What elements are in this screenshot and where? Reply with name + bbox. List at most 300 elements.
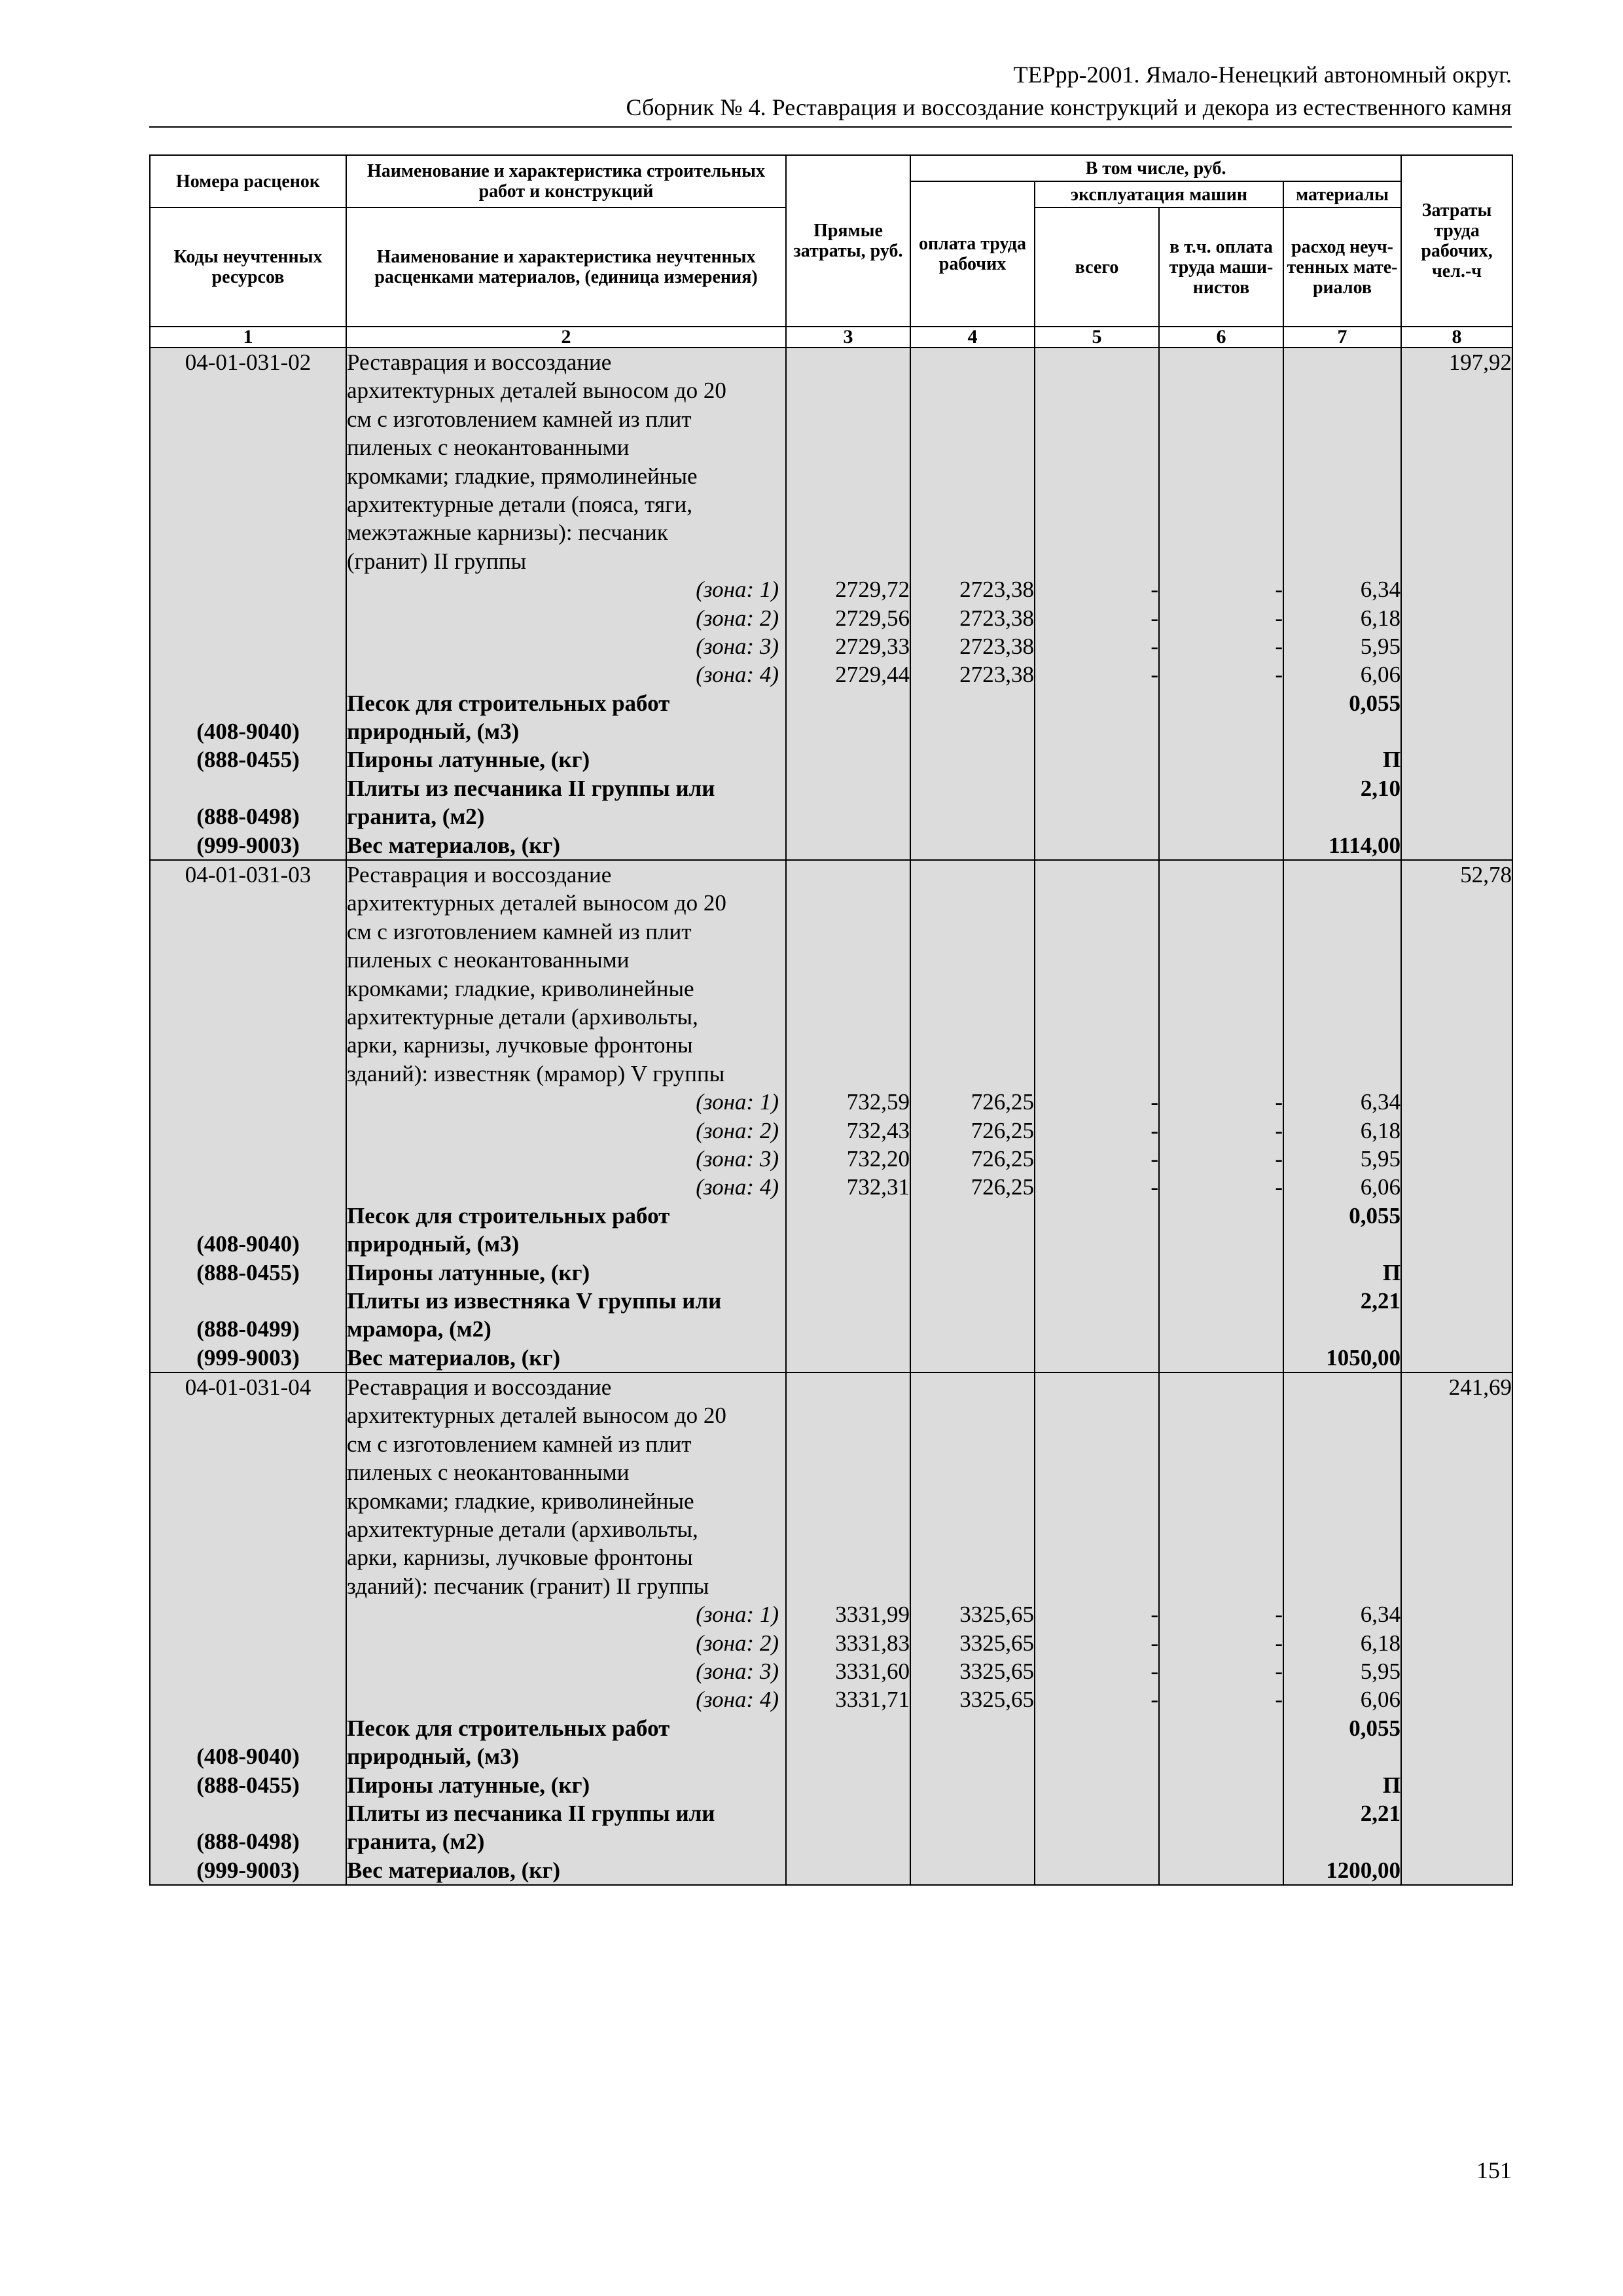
resource-quantity: 0,055	[1349, 690, 1401, 716]
spacer	[911, 1742, 1034, 1770]
spacer	[1284, 1060, 1400, 1088]
resource-quantity: 0,055	[1349, 1715, 1401, 1741]
labor-hours-cell	[1401, 348, 1512, 860]
spacer	[1035, 1487, 1158, 1515]
header-resource-codes: Коды неучтенных ресурсов	[150, 207, 346, 327]
spacer	[151, 1657, 346, 1685]
spacer	[1035, 861, 1158, 889]
spacer	[787, 1543, 910, 1571]
spacer	[911, 1259, 1034, 1287]
spacer	[1160, 1543, 1283, 1571]
spacer	[151, 632, 346, 660]
wages-value: 3325,65	[959, 1658, 1034, 1684]
spacer	[911, 831, 1034, 859]
spacer	[1284, 861, 1400, 889]
description-line: архитектурных деталей выносом до 20	[347, 1403, 726, 1429]
spacer	[151, 405, 346, 433]
direct-costs-value: 2729,44	[835, 662, 910, 688]
header-including: В том числе, руб.	[910, 155, 1401, 181]
spacer	[1284, 889, 1400, 917]
spacer	[787, 1714, 910, 1742]
spacer	[787, 689, 910, 717]
spacer	[1160, 1031, 1283, 1059]
labor-hours: 52,78	[1460, 862, 1512, 888]
spacer	[1035, 975, 1158, 1003]
resource-name: Пироны латунные, (кг)	[347, 1259, 590, 1285]
resource-quantity: П	[1382, 747, 1401, 773]
direct-costs-cell	[786, 1372, 910, 1885]
spacer	[1160, 975, 1283, 1003]
spacer	[1035, 774, 1158, 802]
column-number: 6	[1159, 327, 1283, 348]
zone-label: (зона: 2)	[696, 1117, 779, 1143]
spacer	[1035, 946, 1158, 974]
wages-cell	[910, 1372, 1035, 1885]
spacer	[151, 1685, 346, 1713]
spacer	[1160, 518, 1283, 547]
spacer	[1160, 1430, 1283, 1458]
spacer	[1160, 1714, 1283, 1742]
spacer	[911, 745, 1034, 774]
spacer	[151, 1543, 346, 1571]
machines-value: -	[1150, 1117, 1158, 1143]
direct-costs-value: 2729,72	[835, 577, 910, 603]
spacer	[1284, 1742, 1400, 1770]
zone-label: (зона: 1)	[696, 577, 779, 603]
machines-value: -	[1150, 1145, 1158, 1172]
direct-costs-value: 3331,60	[835, 1658, 910, 1684]
spacer	[1035, 1572, 1158, 1600]
description-line: (гранит) II группы	[347, 548, 527, 574]
materials-cell	[1283, 348, 1401, 860]
description-line: см с изготовлением камней из плит	[347, 406, 692, 432]
machines-value: -	[1150, 1602, 1158, 1628]
resource-code: (408-9040)	[196, 1744, 300, 1770]
spacer	[1284, 1515, 1400, 1543]
codes-cell	[150, 1372, 346, 1885]
spacer	[1160, 802, 1283, 831]
spacer	[911, 1003, 1034, 1031]
wages-value: 2723,38	[959, 605, 1034, 631]
machinists-value: -	[1275, 1687, 1283, 1713]
labor-hours-cell	[1401, 1372, 1512, 1885]
description-line: архитектурные детали (пояса, тяги,	[347, 491, 692, 517]
column-number: 2	[346, 327, 786, 348]
spacer	[151, 1458, 346, 1486]
spacer	[1035, 376, 1158, 404]
resource-code: (888-0455)	[196, 1259, 300, 1285]
spacer	[787, 405, 910, 433]
spacer	[911, 1031, 1034, 1059]
spacer	[1284, 717, 1400, 745]
header-rule	[149, 126, 1512, 128]
spacer	[1035, 1771, 1158, 1799]
spacer	[1284, 1003, 1400, 1031]
machines-value: -	[1150, 1174, 1158, 1200]
spacer	[911, 861, 1034, 889]
description-cell	[346, 348, 786, 860]
spacer	[1160, 717, 1283, 745]
direct-costs-value: 732,20	[846, 1145, 910, 1172]
resource-quantity: П	[1382, 1772, 1401, 1798]
spacer	[151, 1714, 346, 1742]
spacer	[787, 547, 910, 575]
header-direct-costs: Прямые затраты, руб.	[786, 155, 910, 327]
codes-cell	[150, 860, 346, 1372]
machinists-value: -	[1275, 1145, 1283, 1172]
header-machinists-wages: в т.ч. оплата труда маши-нистов	[1159, 207, 1283, 327]
spacer	[1160, 405, 1283, 433]
spacer	[787, 1742, 910, 1770]
zone-label: (зона: 1)	[696, 1089, 779, 1115]
spacer	[911, 462, 1034, 490]
machines-value: -	[1150, 1089, 1158, 1115]
zone-label: (зона: 3)	[696, 1658, 779, 1684]
spacer	[787, 1230, 910, 1258]
spacer	[1160, 1827, 1283, 1856]
spacer	[1035, 433, 1158, 461]
spacer	[151, 660, 346, 689]
materials-value: 6,18	[1360, 1630, 1401, 1656]
header-rate-numbers: Номера расценок	[150, 155, 346, 207]
description-line: Реставрация и воссоздание	[347, 1374, 612, 1401]
description-line: см с изготовлением камней из плит	[347, 918, 692, 944]
spacer	[151, 1515, 346, 1543]
spacer	[1284, 376, 1400, 404]
spacer	[1284, 1031, 1400, 1059]
spacer	[1284, 1315, 1400, 1343]
spacer	[787, 717, 910, 745]
spacer	[911, 1827, 1034, 1856]
spacer	[1035, 547, 1158, 575]
wages-cell	[910, 860, 1035, 1372]
resource-quantity: 1200,00	[1326, 1857, 1401, 1883]
spacer	[787, 1287, 910, 1315]
spacer	[1035, 889, 1158, 917]
collection-title: Сборник № 4. Реставрация и воссоздание конструкций и декора из естественного камня	[626, 94, 1512, 120]
machinists-value: -	[1275, 577, 1283, 603]
spacer	[1160, 433, 1283, 461]
spacer	[1284, 1572, 1400, 1600]
machinists-value: -	[1275, 1658, 1283, 1684]
spacer	[1035, 1315, 1158, 1343]
machinists-value: -	[1275, 662, 1283, 688]
spacer	[787, 518, 910, 547]
spacer	[1035, 1543, 1158, 1571]
spacer	[911, 918, 1034, 946]
description-line: арки, карнизы, лучковые фронтоны	[347, 1032, 693, 1058]
spacer	[787, 490, 910, 518]
spacer	[787, 861, 910, 889]
spacer	[1035, 1714, 1158, 1742]
resource-name: Песок для строительных работ	[347, 1715, 670, 1741]
materials-value: 6,34	[1360, 1089, 1401, 1115]
spacer	[911, 1515, 1034, 1543]
description-line: см с изготовлением камней из плит	[347, 1431, 692, 1457]
spacer	[1160, 1458, 1283, 1486]
resource-code: (408-9040)	[196, 719, 300, 745]
description-line: арки, карнизы, лучковые фронтоны	[347, 1545, 693, 1571]
spacer	[787, 1202, 910, 1230]
machinists-value: -	[1275, 1089, 1283, 1115]
wages-value: 726,25	[971, 1145, 1034, 1172]
machinists-cell	[1159, 860, 1283, 1372]
spacer	[911, 717, 1034, 745]
spacer	[1160, 1856, 1283, 1884]
resource-quantity: 2,21	[1360, 1800, 1401, 1826]
materials-value: 6,34	[1360, 577, 1401, 603]
spacer	[151, 1031, 346, 1059]
spacer	[911, 1799, 1034, 1827]
spacer	[151, 774, 346, 802]
spacer	[1035, 1856, 1158, 1884]
spacer	[911, 1202, 1034, 1230]
resource-name: Вес материалов, (кг)	[347, 832, 560, 858]
description-line: Реставрация и воссоздание	[347, 350, 612, 375]
spacer	[1160, 1401, 1283, 1429]
spacer	[151, 1572, 346, 1600]
rate-code: 04-01-031-02	[185, 350, 312, 375]
rate-code: 04-01-031-03	[185, 862, 312, 888]
spacer	[151, 1088, 346, 1116]
header-wages: оплата труда рабочих	[910, 181, 1035, 327]
spacer	[151, 975, 346, 1003]
spacer	[787, 1458, 910, 1486]
codes-cell	[150, 348, 346, 860]
header-work-name: Наименование и характеристика строительных работ и конструкций	[346, 155, 786, 207]
column-number: 5	[1035, 327, 1159, 348]
spacer	[1284, 490, 1400, 518]
machines-value: -	[1150, 605, 1158, 631]
wages-cell	[910, 348, 1035, 860]
machinists-cell	[1159, 1372, 1283, 1885]
spacer	[911, 547, 1034, 575]
spacer	[1284, 433, 1400, 461]
spacer	[151, 462, 346, 490]
resource-code: (999-9003)	[196, 1344, 300, 1371]
description-line: архитектурных деталей выносом до 20	[347, 378, 726, 404]
spacer	[787, 1799, 910, 1827]
spacer	[911, 433, 1034, 461]
spacer	[787, 1031, 910, 1059]
description-line: архитектурные детали (архивольты,	[347, 1003, 698, 1030]
spacer	[911, 518, 1034, 547]
spacer	[911, 889, 1034, 917]
spacer	[787, 1487, 910, 1515]
spacer	[787, 1401, 910, 1429]
spacer	[151, 604, 346, 632]
resource-name: Плиты из известняка V группы или	[347, 1287, 722, 1314]
machinists-value: -	[1275, 1630, 1283, 1656]
resource-name: Вес материалов, (кг)	[347, 1857, 560, 1883]
spacer	[911, 490, 1034, 518]
spacer	[1284, 1230, 1400, 1258]
spacer	[787, 1430, 910, 1458]
spacer	[1035, 1287, 1158, 1315]
spacer	[911, 1714, 1034, 1742]
spacer	[787, 889, 910, 917]
spacer	[1284, 1487, 1400, 1515]
spacer	[151, 689, 346, 717]
spacer	[1160, 1003, 1283, 1031]
spacer	[787, 975, 910, 1003]
spacer	[1160, 1799, 1283, 1827]
document-title: ТЕРрр-2001. Ямало-Ненецкий автономный округ.	[1013, 62, 1512, 88]
spacer	[1035, 1344, 1158, 1372]
description-line: пиленых с неокантованными	[347, 947, 630, 973]
resource-quantity: 0,055	[1349, 1202, 1401, 1229]
machines-value: -	[1150, 633, 1158, 659]
table-body	[150, 348, 1512, 1885]
spacer	[151, 1003, 346, 1031]
wages-value: 2723,38	[959, 577, 1034, 603]
spacer	[911, 1856, 1034, 1884]
direct-costs-value: 732,43	[846, 1117, 910, 1143]
spacer	[1284, 547, 1400, 575]
description-line: кромками; гладкие, криволинейные	[347, 975, 694, 1001]
spacer	[911, 376, 1034, 404]
resource-code: (888-0455)	[196, 1772, 300, 1798]
spacer	[151, 889, 346, 917]
zone-label: (зона: 3)	[696, 1145, 779, 1172]
rate-row	[150, 348, 1512, 860]
resource-name: Пироны латунные, (кг)	[347, 1772, 590, 1798]
spacer	[1160, 1572, 1283, 1600]
spacer	[787, 1060, 910, 1088]
resource-name: гранита, (м2)	[347, 804, 485, 830]
spacer	[1035, 717, 1158, 745]
machines-value: -	[1150, 1687, 1158, 1713]
spacer	[151, 575, 346, 603]
spacer	[1035, 348, 1158, 376]
spacer	[151, 1600, 346, 1628]
spacer	[1160, 376, 1283, 404]
spacer	[1035, 1031, 1158, 1059]
resource-quantity: 2,10	[1360, 775, 1401, 801]
spacer	[151, 918, 346, 946]
spacer	[1035, 1401, 1158, 1429]
spacer	[787, 918, 910, 946]
resource-name: природный, (м3)	[347, 1744, 520, 1770]
column-number: 8	[1401, 327, 1512, 348]
spacer	[1160, 946, 1283, 974]
materials-cell	[1283, 1372, 1401, 1885]
spacer	[911, 1287, 1034, 1315]
spacer	[911, 1771, 1034, 1799]
materials-value: 6,18	[1360, 605, 1401, 631]
resource-quantity: 1050,00	[1326, 1344, 1401, 1371]
spacer	[1035, 1060, 1158, 1088]
spacer	[151, 1430, 346, 1458]
machinists-value: -	[1275, 1174, 1283, 1200]
materials-value: 5,95	[1360, 633, 1401, 659]
spacer	[1284, 348, 1400, 376]
header-materials: материалы	[1283, 181, 1401, 207]
spacer	[151, 490, 346, 518]
spacer	[151, 1487, 346, 1515]
spacer	[787, 1572, 910, 1600]
spacer	[1284, 518, 1400, 547]
direct-costs-value: 732,59	[846, 1089, 910, 1115]
machinists-cell	[1159, 348, 1283, 860]
spacer	[1035, 405, 1158, 433]
spacer	[787, 802, 910, 831]
zone-label: (зона: 2)	[696, 605, 779, 631]
spacer	[151, 1060, 346, 1088]
resource-code: (408-9040)	[196, 1231, 300, 1257]
spacer	[1160, 918, 1283, 946]
column-number: 7	[1283, 327, 1401, 348]
spacer	[151, 547, 346, 575]
spacer	[1160, 745, 1283, 774]
machinists-value: -	[1275, 605, 1283, 631]
wages-value: 3325,65	[959, 1602, 1034, 1628]
spacer	[1035, 1799, 1158, 1827]
spacer	[787, 831, 910, 859]
description-cell	[346, 1372, 786, 1885]
machines-cell	[1035, 860, 1159, 1372]
spacer	[787, 774, 910, 802]
description-line: пиленых с неокантованными	[347, 1460, 630, 1486]
header-machines: эксплуатация машин	[1035, 181, 1283, 207]
zone-label: (зона: 3)	[696, 633, 779, 659]
wages-value: 726,25	[971, 1117, 1034, 1143]
direct-costs-value: 3331,83	[835, 1630, 910, 1656]
spacer	[911, 1230, 1034, 1258]
spacer	[787, 1315, 910, 1343]
spacer	[151, 1145, 346, 1173]
spacer	[1160, 1230, 1283, 1258]
spacer	[1035, 1827, 1158, 1856]
spacer	[1160, 1487, 1283, 1515]
description-line: межэтажные карнизы): песчаник	[347, 520, 668, 546]
zone-label: (зона: 2)	[696, 1630, 779, 1656]
spacer	[151, 1401, 346, 1429]
description-line: кромками; гладкие, криволинейные	[347, 1488, 694, 1514]
wages-value: 726,25	[971, 1174, 1034, 1200]
zone-label: (зона: 4)	[696, 662, 779, 688]
zone-label: (зона: 1)	[696, 1602, 779, 1628]
header-labor-hours: Затраты труда рабочих, чел.-ч	[1401, 155, 1512, 327]
rate-code: 04-01-031-04	[185, 1374, 312, 1401]
spacer	[151, 518, 346, 547]
resource-name: природный, (м3)	[347, 719, 520, 745]
spacer	[787, 462, 910, 490]
resource-code: (999-9003)	[196, 1857, 300, 1883]
spacer	[1160, 774, 1283, 802]
spacer	[1035, 1230, 1158, 1258]
labor-hours-cell	[1401, 860, 1512, 1372]
materials-value: 6,34	[1360, 1602, 1401, 1628]
materials-value: 6,06	[1360, 1687, 1401, 1713]
spacer	[911, 975, 1034, 1003]
spacer	[1035, 518, 1158, 547]
direct-costs-cell	[786, 860, 910, 1372]
column-number: 1	[150, 327, 346, 348]
spacer	[151, 433, 346, 461]
resource-quantity: П	[1382, 1259, 1401, 1285]
wages-value: 3325,65	[959, 1630, 1034, 1656]
spacer	[1035, 490, 1158, 518]
spacer	[1160, 1259, 1283, 1287]
spacer	[1035, 1373, 1158, 1401]
spacer	[911, 1543, 1034, 1571]
spacer	[787, 1771, 910, 1799]
spacer	[1160, 1287, 1283, 1315]
labor-hours: 197,92	[1448, 350, 1512, 375]
direct-costs-cell	[786, 348, 910, 860]
spacer	[1160, 1315, 1283, 1343]
